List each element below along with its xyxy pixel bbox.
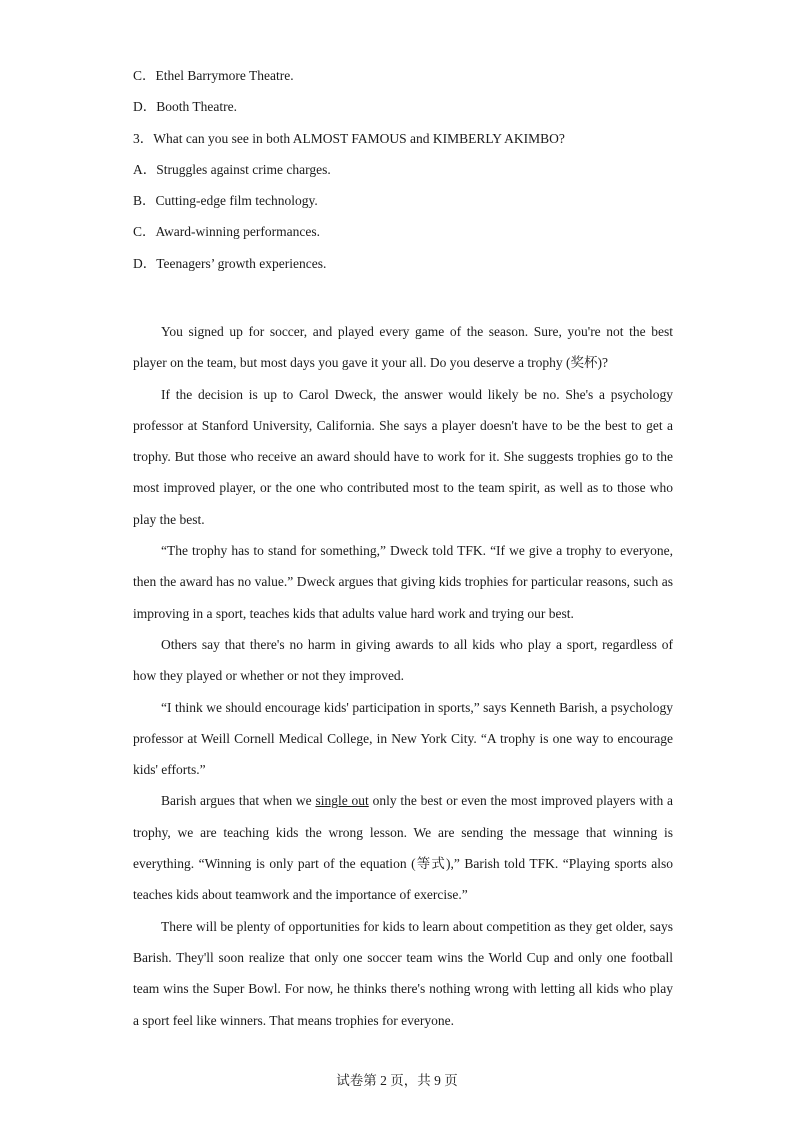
q3-option-a: A．Struggles against crime charges.	[133, 162, 331, 177]
passage-paragraph-7: There will be plenty of opportunities for kids to learn about competition as they get older, says Barish. They'll soon realize that only one soccer team wins the World Cup and only one football team wins the Super Bowl. For now, he thinks there's nothing wrong with letting all kids who play a sport feel like winners. That means trophies for everyone.	[133, 918, 673, 1028]
q3-option-b: B．Cutting-edge film technology.	[133, 193, 318, 208]
passage-paragraph-1: You signed up for soccer, and played every game of the season. Sure, you're not the best player on the team, but most days you gave it your all. Do you deserve a trophy (奖杯)?	[133, 324, 673, 371]
passage-paragraph-4: Others say that there's no harm in giving awards to all kids who play a sport, regardless of how they played or whether or not they improved.	[133, 636, 673, 684]
passage-paragraph-5: “I think we should encourage kids' participation in sports,” says Kenneth Barish, a psychology professor at Weill Cornell Medical College, in New York City. “A trophy is one way to encourage kids' efforts.”	[133, 699, 673, 778]
q3-option-c: C．Award-winning performances.	[133, 224, 320, 239]
underlined-phrase: single out	[315, 793, 369, 809]
page-footer: 试卷第 2 页，共 9 页	[336, 1073, 458, 1088]
passage-paragraph-3: “The trophy has to stand for something,” Dweck told TFK. “If we give a trophy to everyone, then the award has no value.” Dweck argues that giving kids trophies for particular reasons, such as improving in a sport, teaches kids that adults value hard work and trying our best.	[133, 543, 673, 621]
p6-text-before: Barish argues that when we	[161, 793, 316, 809]
reading-passage	[133, 316, 673, 1036]
q2-option-d: D．Booth Theatre.	[133, 99, 237, 114]
q2-option-c: C．Ethel Barrymore Theatre.	[133, 68, 294, 83]
p6-text-after: only the best or even the most improved players with a trophy, we are teaching kids the wrong lesson. We are sending the message that winning is everything. “Winning is only part of the equation (等式),” Barish told TFK. “Playing sports also teaches kids about teamwork and the importance of exercise.”	[133, 793, 674, 903]
q3-stem: 3．What can you see in both ALMOST FAMOUS and KIMBERLY AKIMBO?	[133, 131, 565, 146]
passage-paragraph-6	[133, 785, 673, 910]
passage-paragraph-2: If the decision is up to Carol Dweck, the answer would likely be no. She's a psychology professor at Stanford University, California. She says a player doesn't have to be the best to get a trophy. But those who receive an award should have to work for it. She suggests trophies go to the most improved player, or the one who contributed most to the team spirit, as well as to those who play the best.	[133, 386, 673, 527]
q3-option-d: D．Teenagers’ growth experiences.	[133, 256, 327, 271]
